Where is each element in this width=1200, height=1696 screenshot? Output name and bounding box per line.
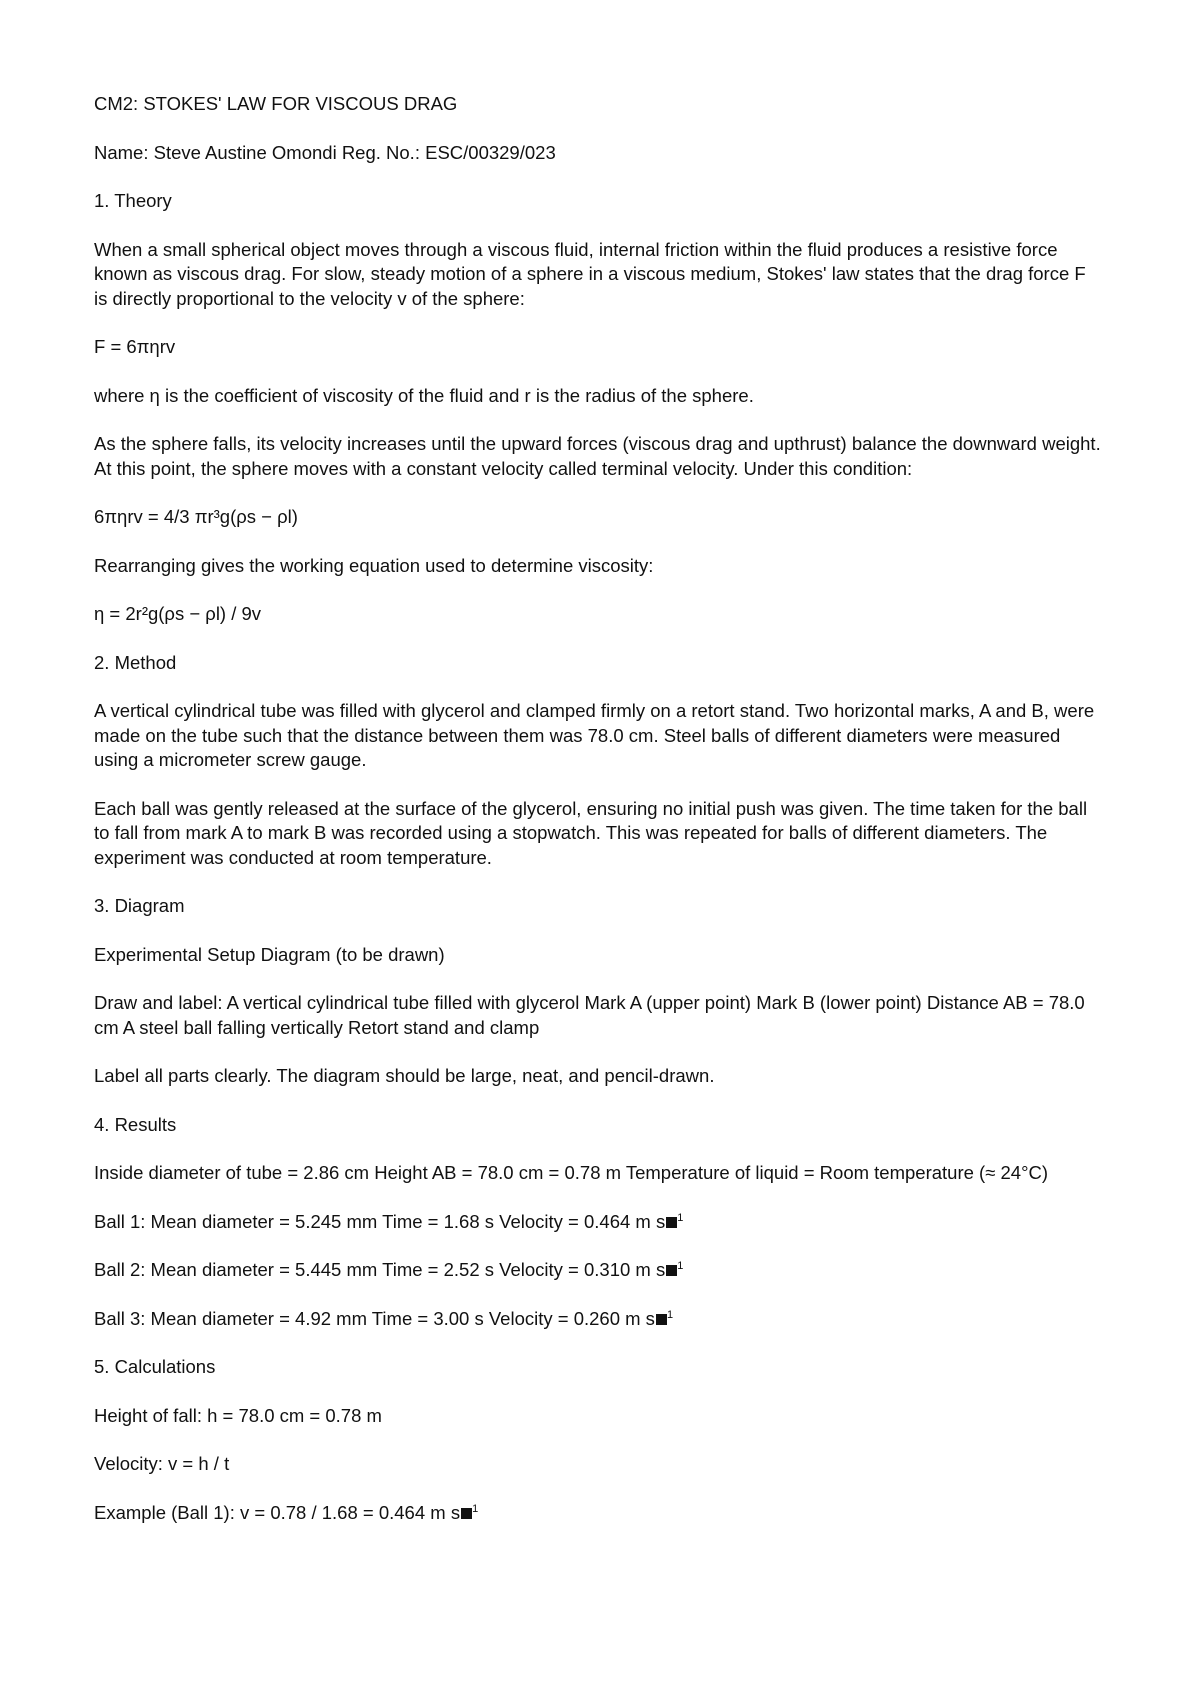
- missing-glyph-box-icon: [656, 1314, 667, 1325]
- ball-3-text: Ball 3: Mean diameter = 4.92 mm Time = 3.00 s Velocity = 0.260 m s: [94, 1307, 655, 1329]
- ball-2-exponent: 1: [677, 1260, 684, 1272]
- theory-paragraph-2: where η is the coefficient of viscosity of the fluid and r is the radius of the sphere.: [94, 384, 754, 406]
- document-title: CM2: STOKES' LAW FOR VISCOUS DRAG: [94, 93, 458, 114]
- missing-glyph-box-icon: [666, 1265, 677, 1276]
- calculations-example: [94, 1501, 1104, 1526]
- calculations-paragraph-2: Velocity: v = h / t: [94, 1453, 230, 1474]
- ball-3-exponent: 1: [666, 1308, 674, 1321]
- diagram-paragraph-3: Label all parts clearly. The diagram should be large, neat, and pencil-drawn.: [94, 1065, 715, 1086]
- ball-2-text: Ball 2: Mean diameter = 5.445 mm Time = 2.52 s Velocity = 0.310 m s: [94, 1259, 666, 1280]
- results-heading: 4. Results: [94, 1113, 177, 1135]
- missing-glyph-box-icon: [666, 1217, 677, 1228]
- calculations-heading: 5. Calculations: [94, 1356, 216, 1377]
- theory-paragraph-3: As the sphere falls, its velocity increases until the upward forces (viscous drag and upthrust) balance the downward weight. At this point, the sphere moves with a constant velocity called terminal velocity. Under this condition:: [94, 433, 1105, 479]
- diagram-heading: 3. Diagram: [94, 895, 185, 916]
- ball-3-result: [94, 1307, 1104, 1332]
- ball-2-result: [94, 1258, 1104, 1283]
- method-paragraph-1: A vertical cylindrical tube was filled with glycerol and clamped firmly on a retort stand. Two horizontal marks, A and B, were made on the tube such that the distance between them was 78.0 cm. Steel balls of different diameters were measured using a micrometer screw gauge.: [94, 700, 1100, 770]
- theory-paragraph-4: Rearranging gives the working equation used to determine viscosity:: [94, 554, 654, 576]
- calculations-paragraph-1: Height of fall: h = 78.0 cm = 0.78 m: [94, 1404, 382, 1426]
- ball-1-result: [94, 1210, 1104, 1235]
- method-paragraph-2: Each ball was gently released at the surface of the glycerol, ensuring no initial push was given. The time taken for the ball to fall from mark A to mark B was recorded using a stopwatch. This was repeated for balls of different diameters. The experiment was conducted at room temperature.: [94, 797, 1093, 868]
- ball-1-text: Ball 1: Mean diameter = 5.245 mm Time = 1.68 s Velocity = 0.464 m s: [94, 1210, 666, 1232]
- calculations-example-text: Example (Ball 1): v = 0.78 / 1.68 = 0.464 m s: [94, 1501, 461, 1523]
- missing-glyph-box-icon: [461, 1508, 472, 1519]
- diagram-paragraph-1: Experimental Setup Diagram (to be drawn): [94, 943, 445, 965]
- theory-heading: 1. Theory: [94, 190, 172, 211]
- student-details: Name: Steve Austine Omondi Reg. No.: ESC/00329/023: [94, 141, 556, 163]
- viscosity-working-equation: η = 2r²g(ρs − ρl) / 9v: [94, 603, 262, 624]
- diagram-paragraph-2: Draw and label: A vertical cylindrical tube filled with glycerol Mark A (upper point) Mark B (lower point) Distance AB = 78.0 cm A steel ball falling vertically Retort stand and clamp: [94, 992, 1090, 1038]
- results-paragraph-1: Inside diameter of tube = 2.86 cm Height AB = 78.0 cm = 0.78 m Temperature of liquid = Room temperature (≈ 24°C): [94, 1162, 1049, 1183]
- method-heading: 2. Method: [94, 651, 177, 673]
- terminal-velocity-equation: 6πηrv = 4/3 πr³g(ρs − ρl): [94, 506, 298, 527]
- theory-paragraph-1: When a small spherical object moves through a viscous fluid, internal friction within the fluid produces a resistive force known as viscous drag. For slow, steady motion of a sphere in a viscous medium, Stokes' law states that the drag force F is directly proportional to the velocity v of the sphere:: [94, 238, 1091, 309]
- ball-1-exponent: 1: [677, 1211, 684, 1224]
- calculations-exponent: 1: [472, 1502, 479, 1515]
- stokes-law-equation: F = 6πηrv: [94, 336, 176, 357]
